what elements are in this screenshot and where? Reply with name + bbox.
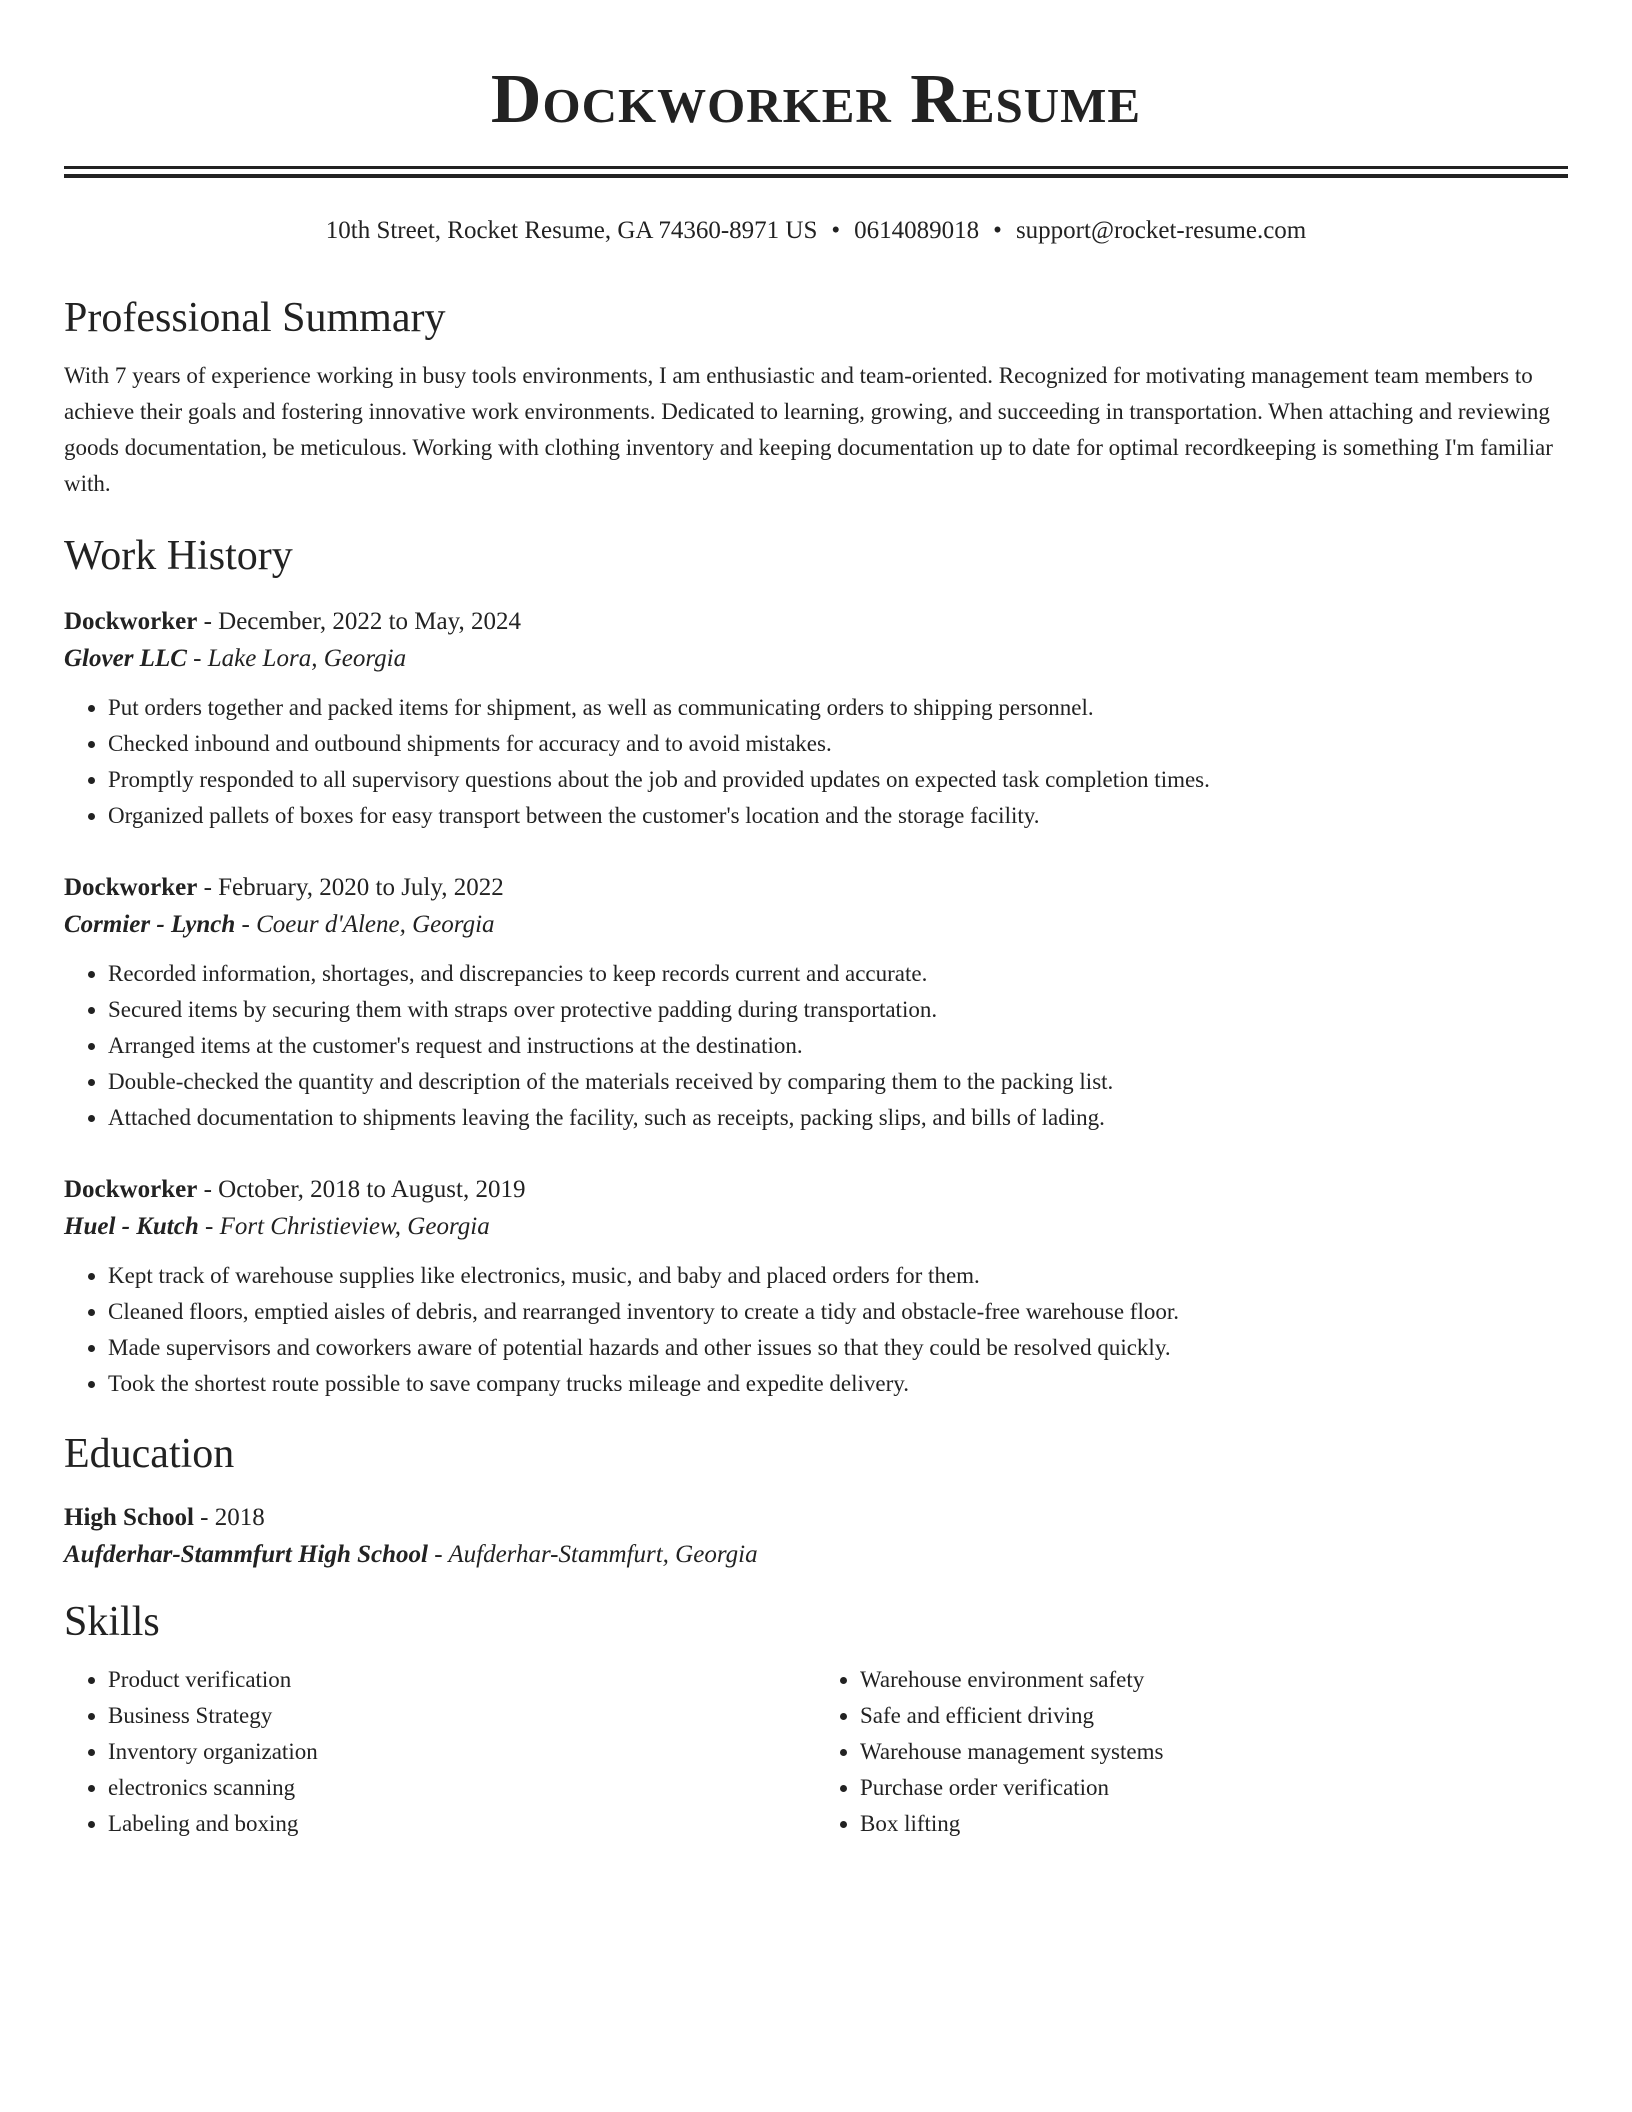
contact-line: [64, 214, 1568, 248]
skill-item: • Warehouse environment safety: [860, 1662, 1568, 1698]
education-heading: Education: [64, 1431, 235, 1477]
job-duty: • Made supervisors and coworkers aware of potential hazards and other issues so that they could be resolved quickly.: [108, 1330, 1568, 1366]
job-duty: • Checked inbound and outbound shipments for accuracy and to avoid mistakes.: [108, 726, 1568, 762]
skills-grid: [64, 1662, 1568, 1842]
job-dates: - February, 2020 to July, 2022: [197, 874, 504, 901]
contact-separator: •: [993, 217, 1002, 244]
job-title-line: [64, 870, 1568, 906]
education-degree: High School: [64, 1504, 194, 1531]
education-school-line: [64, 1536, 1568, 1574]
job-company: Cormier - Lynch: [64, 911, 236, 938]
title-divider: [64, 166, 1568, 178]
job-duty: • Took the shortest route possible to save company trucks mileage and expedite delivery.: [108, 1366, 1568, 1402]
skill-item: • Inventory organization: [108, 1734, 816, 1770]
job-location: - Fort Christieview, Georgia: [198, 1213, 490, 1240]
education-location: - Aufderhar-Stammfurt, Georgia: [427, 1541, 758, 1568]
resume-title: Dockworker Resume: [490, 61, 1142, 138]
education-degree-line: [64, 1500, 1568, 1536]
job-entry: [64, 604, 1568, 834]
skill-item: • Business Strategy: [108, 1698, 816, 1734]
summary-heading: Professional Summary: [64, 295, 446, 341]
job-title-line: [64, 604, 1568, 640]
job-duty: • Attached documentation to shipments leaving the facility, such as receipts, packing slips, and bills of lading.: [108, 1100, 1568, 1136]
job-duty: • Secured items by securing them with straps over protective padding during transportation.: [108, 992, 1568, 1028]
job-duty: • Organized pallets of boxes for easy transport between the customer's location and the storage facility.: [108, 798, 1568, 834]
job-duty: • Kept track of warehouse supplies like electronics, music, and baby and placed orders for them.: [108, 1258, 1568, 1294]
skill-item: • electronics scanning: [108, 1770, 816, 1806]
job-duty: • Double-checked the quantity and description of the materials received by comparing them to the packing list.: [108, 1064, 1568, 1100]
job-title: Dockworker: [64, 1176, 198, 1203]
job-duty: • Recorded information, shortages, and discrepancies to keep records current and accurate.: [108, 956, 1568, 992]
job-duty: • Put orders together and packed items for shipment, as well as communicating orders to shipping personnel.: [108, 690, 1568, 726]
contact-separator: •: [831, 217, 841, 244]
skill-item: • Labeling and boxing: [108, 1806, 816, 1842]
job-entry: [64, 1172, 1568, 1402]
skill-item: • Safe and efficient driving: [860, 1698, 1568, 1734]
skill-item: • Box lifting: [860, 1806, 1568, 1842]
work-history-heading: Work History: [64, 533, 293, 579]
job-company: Glover LLC: [64, 645, 187, 672]
job-dates: - December, 2022 to May, 2024: [197, 608, 521, 635]
job-title: Dockworker: [64, 874, 198, 901]
education-year: - 2018: [193, 1504, 265, 1531]
summary-text: With 7 years of experience working in busy tools environments, I am enthusiastic and team-oriented. Recognized for motivating management team members to achieve their goals and fostering innovative work environments. Dedicated to learning, growing, and succeeding in transportation. When attaching and reviewing goods documentation, be meticulous. Working with clothing inventory and keeping documentation up to date for optimal recordkeeping is something I'm familiar with.: [64, 363, 1553, 496]
job-company-line: [64, 640, 1568, 678]
job-duty: • Promptly responded to all supervisory questions about the job and provided updates on expected task completion times.: [108, 762, 1568, 798]
education-school: Aufderhar-Stammfurt High School: [64, 1541, 428, 1568]
job-company: Huel - Kutch: [64, 1213, 199, 1240]
job-duty: • Cleaned floors, emptied aisles of debris, and rearranged inventory to create a tidy and obstacle-free warehouse floor.: [108, 1294, 1568, 1330]
skill-item: • Purchase order verification: [860, 1770, 1568, 1806]
job-location: - Lake Lora, Georgia: [186, 645, 407, 672]
skills-heading: Skills: [64, 1599, 160, 1645]
job-company-line: [64, 906, 1568, 944]
skills-column-left: [64, 1662, 816, 1842]
contact-address: 10th Street, Rocket Resume, GA 74360-8971 US: [325, 217, 818, 244]
job-location: - Coeur d'Alene, Georgia: [235, 911, 495, 938]
job-duty: • Arranged items at the customer's request and instructions at the destination.: [108, 1028, 1568, 1064]
job-duties: [64, 690, 1568, 834]
skills-column-right: [816, 1662, 1568, 1842]
skill-item: • Product verification: [108, 1662, 816, 1698]
job-title-line: [64, 1172, 1568, 1208]
job-duties: [64, 956, 1568, 1136]
education-entry: [64, 1500, 1568, 1574]
contact-phone: 0614089018: [854, 217, 980, 244]
job-title: Dockworker: [64, 608, 198, 635]
job-entry: [64, 870, 1568, 1136]
job-company-line: [64, 1208, 1568, 1246]
skill-item: • Warehouse management systems: [860, 1734, 1568, 1770]
contact-email: support@rocket-resume.com: [1015, 217, 1307, 244]
job-dates: - October, 2018 to August, 2019: [197, 1176, 526, 1203]
job-duties: [64, 1258, 1568, 1402]
